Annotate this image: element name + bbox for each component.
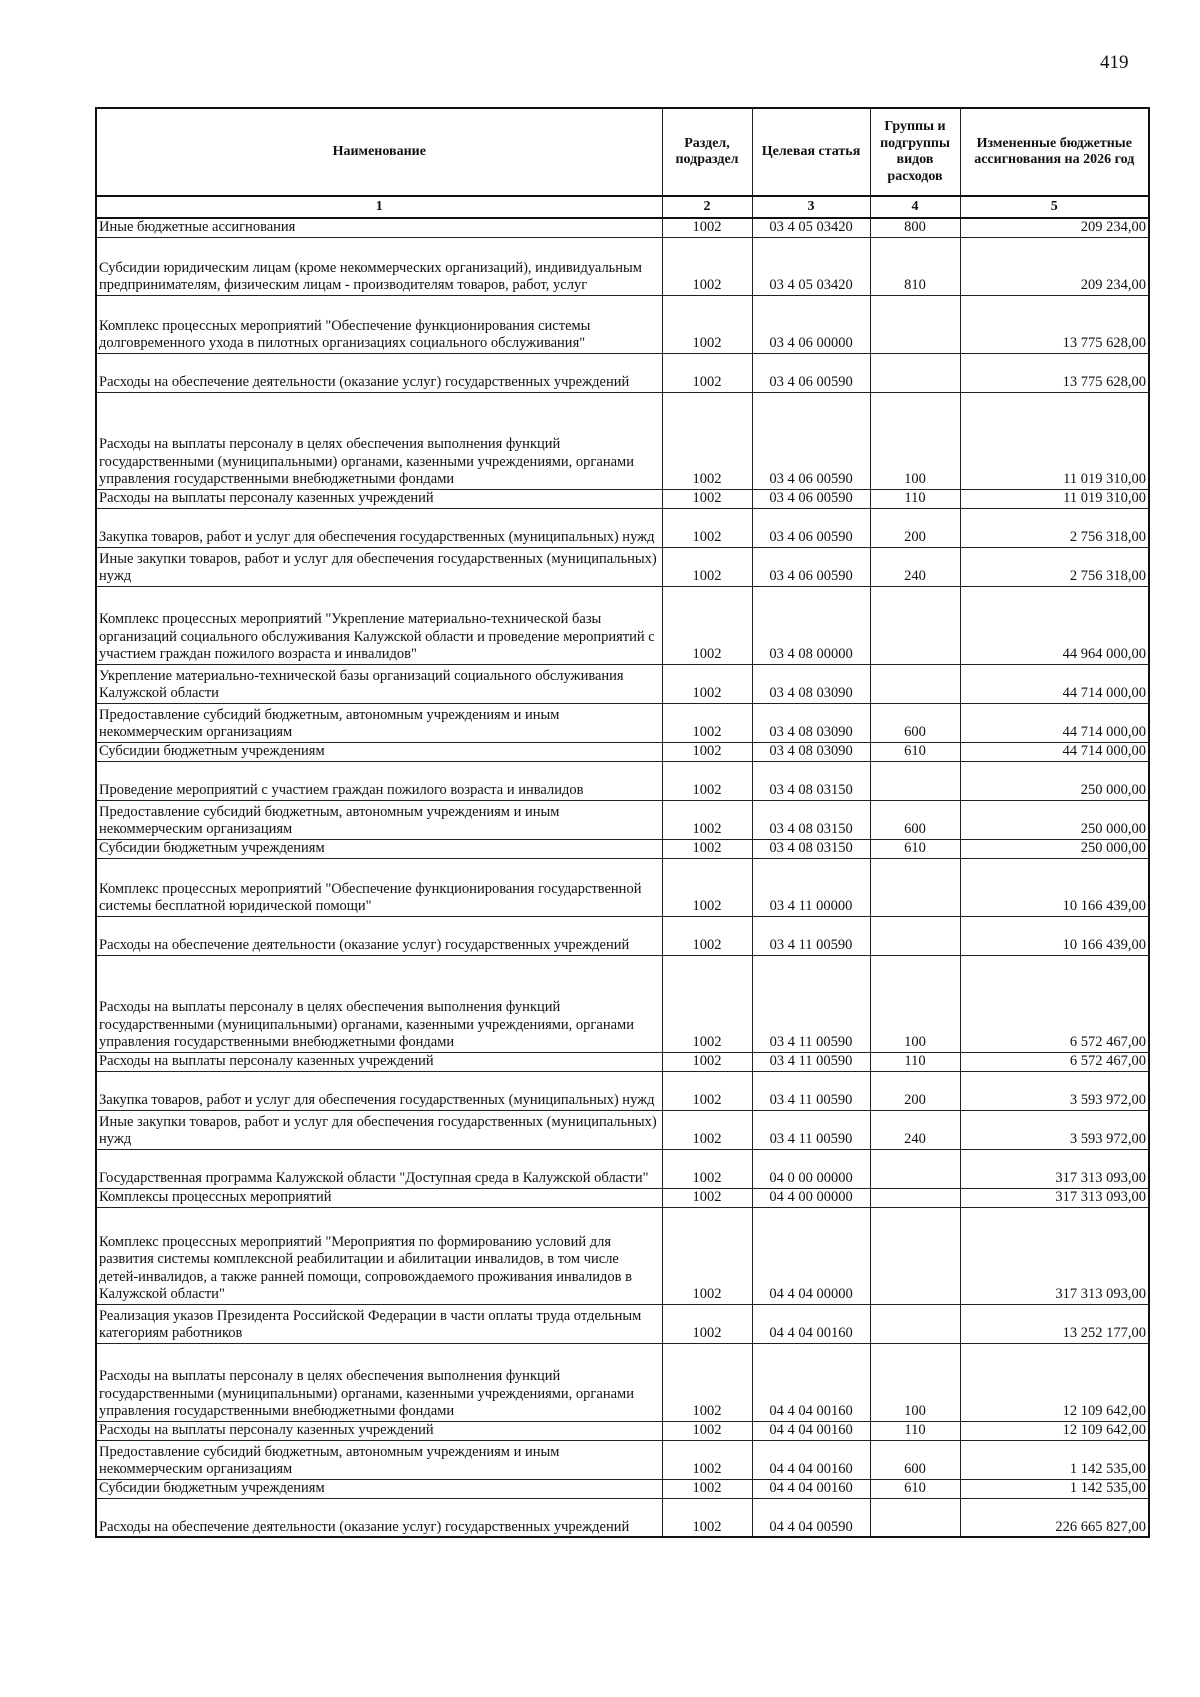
row-group: 200 xyxy=(870,508,960,547)
column-number: 5 xyxy=(960,196,1149,218)
row-amount: 1 142 535,00 xyxy=(960,1479,1149,1498)
row-name: Предоставление субсидий бюджетным, автономным учреждениям и иным некоммерческим организациям xyxy=(96,1440,662,1479)
row-group: 610 xyxy=(870,1479,960,1498)
row-name: Иные закупки товаров, работ и услуг для обеспечения государственных (муниципальных) нужд xyxy=(96,1110,662,1149)
table-row xyxy=(96,916,1149,955)
column-number: 2 xyxy=(662,196,752,218)
row-section: 1002 xyxy=(662,664,752,703)
row-name: Субсидии бюджетным учреждениям xyxy=(96,742,662,761)
table-row xyxy=(96,858,1149,916)
row-target: 03 4 06 00590 xyxy=(752,508,870,547)
row-amount: 209 234,00 xyxy=(960,218,1149,237)
row-target: 04 4 04 00160 xyxy=(752,1421,870,1440)
row-group xyxy=(870,586,960,664)
row-name: Иные бюджетные ассигнования xyxy=(96,218,662,237)
row-amount: 11 019 310,00 xyxy=(960,489,1149,508)
row-section: 1002 xyxy=(662,800,752,839)
row-target: 03 4 11 00590 xyxy=(752,1110,870,1149)
row-amount: 10 166 439,00 xyxy=(960,916,1149,955)
table-row xyxy=(96,1149,1149,1188)
row-target: 04 4 04 00160 xyxy=(752,1304,870,1343)
header-target: Целевая статья xyxy=(752,108,870,196)
row-name: Закупка товаров, работ и услуг для обеспечения государственных (муниципальных) нужд xyxy=(96,1071,662,1110)
row-group: 110 xyxy=(870,1421,960,1440)
row-name: Расходы на обеспечение деятельности (оказание услуг) государственных учреждений xyxy=(96,916,662,955)
row-name: Расходы на выплаты персоналу казенных учреждений xyxy=(96,1421,662,1440)
row-group: 110 xyxy=(870,1052,960,1071)
column-number-row xyxy=(96,196,1149,218)
table-row xyxy=(96,1110,1149,1149)
row-section: 1002 xyxy=(662,742,752,761)
row-group: 100 xyxy=(870,1343,960,1421)
row-group: 600 xyxy=(870,800,960,839)
table-row xyxy=(96,664,1149,703)
row-group: 800 xyxy=(870,218,960,237)
row-section: 1002 xyxy=(662,1421,752,1440)
row-amount: 10 166 439,00 xyxy=(960,858,1149,916)
header-name: Наименование xyxy=(96,108,662,196)
row-section: 1002 xyxy=(662,1479,752,1498)
row-section: 1002 xyxy=(662,489,752,508)
row-group xyxy=(870,1498,960,1537)
table-row xyxy=(96,839,1149,858)
row-section: 1002 xyxy=(662,1304,752,1343)
row-target: 04 4 04 00160 xyxy=(752,1440,870,1479)
row-name: Расходы на выплаты персоналу казенных учреждений xyxy=(96,489,662,508)
table-row xyxy=(96,489,1149,508)
row-amount: 317 313 093,00 xyxy=(960,1149,1149,1188)
row-section: 1002 xyxy=(662,1110,752,1149)
row-target: 03 4 11 00590 xyxy=(752,955,870,1052)
row-section: 1002 xyxy=(662,218,752,237)
row-name: Закупка товаров, работ и услуг для обеспечения государственных (муниципальных) нужд xyxy=(96,508,662,547)
row-target: 03 4 06 00590 xyxy=(752,353,870,392)
row-amount: 44 714 000,00 xyxy=(960,742,1149,761)
row-section: 1002 xyxy=(662,761,752,800)
row-section: 1002 xyxy=(662,1498,752,1537)
row-name: Реализация указов Президента Российской Федерации в части оплаты труда отдельным категориям работников xyxy=(96,1304,662,1343)
row-group xyxy=(870,761,960,800)
row-amount: 13 775 628,00 xyxy=(960,295,1149,353)
table-row xyxy=(96,1188,1149,1207)
row-amount: 2 756 318,00 xyxy=(960,508,1149,547)
row-target: 03 4 08 03150 xyxy=(752,761,870,800)
table-row xyxy=(96,761,1149,800)
row-name: Расходы на выплаты персоналу в целях обеспечения выполнения функций государственными (муниципальными) органами, казенными учреждениями, органами управления государственными внебюджетными фондами xyxy=(96,955,662,1052)
row-target: 03 4 08 03090 xyxy=(752,703,870,742)
row-section: 1002 xyxy=(662,237,752,295)
header-row xyxy=(96,108,1149,196)
row-name: Комплекс процессных мероприятий "Мероприятия по формированию условий для развития системы комплексной реабилитации и абилитации инвалидов, в том числе детей-инвалидов, а также ранней помощи, сопровождаемого проживания инвалидов в Калужской области" xyxy=(96,1207,662,1304)
row-section: 1002 xyxy=(662,1207,752,1304)
row-name: Комплекс процессных мероприятий "Обеспечение функционирования государственной системы бесплатной юридической помощи" xyxy=(96,858,662,916)
budget-table xyxy=(95,107,1150,1538)
table-row xyxy=(96,353,1149,392)
table-row xyxy=(96,547,1149,586)
row-section: 1002 xyxy=(662,547,752,586)
row-section: 1002 xyxy=(662,858,752,916)
row-target: 04 4 04 00590 xyxy=(752,1498,870,1537)
row-target: 03 4 08 03150 xyxy=(752,800,870,839)
column-number: 1 xyxy=(96,196,662,218)
header-groups: Группы и подгруппы видов расходов xyxy=(870,108,960,196)
table-row xyxy=(96,1343,1149,1421)
row-group xyxy=(870,858,960,916)
row-amount: 2 756 318,00 xyxy=(960,547,1149,586)
row-group: 240 xyxy=(870,547,960,586)
row-target: 03 4 06 00590 xyxy=(752,392,870,489)
row-amount: 317 313 093,00 xyxy=(960,1188,1149,1207)
row-name: Расходы на выплаты персоналу в целях обеспечения выполнения функций государственными (муниципальными) органами, казенными учреждениями, органами управления государственными внебюджетными фондами xyxy=(96,1343,662,1421)
row-name: Предоставление субсидий бюджетным, автономным учреждениям и иным некоммерческим организациям xyxy=(96,800,662,839)
row-target: 03 4 11 00590 xyxy=(752,1052,870,1071)
row-target: 03 4 11 00000 xyxy=(752,858,870,916)
row-section: 1002 xyxy=(662,586,752,664)
row-amount: 44 714 000,00 xyxy=(960,664,1149,703)
row-section: 1002 xyxy=(662,955,752,1052)
row-section: 1002 xyxy=(662,353,752,392)
row-amount: 317 313 093,00 xyxy=(960,1207,1149,1304)
table-row xyxy=(96,1498,1149,1537)
row-section: 1002 xyxy=(662,1440,752,1479)
row-group xyxy=(870,1207,960,1304)
row-target: 04 4 04 00000 xyxy=(752,1207,870,1304)
table-row xyxy=(96,1421,1149,1440)
page-number: 419 xyxy=(1100,52,1129,73)
row-name: Комплекс процессных мероприятий "Укрепление материально-технической базы организаций социального обслуживания Калужской области и проведение мероприятий с участием граждан пожилого возраста и инвалидов" xyxy=(96,586,662,664)
row-amount: 12 109 642,00 xyxy=(960,1343,1149,1421)
row-target: 03 4 08 00000 xyxy=(752,586,870,664)
row-target: 03 4 06 00590 xyxy=(752,489,870,508)
row-name: Субсидии бюджетным учреждениям xyxy=(96,839,662,858)
row-amount: 226 665 827,00 xyxy=(960,1498,1149,1537)
row-amount: 11 019 310,00 xyxy=(960,392,1149,489)
row-target: 04 4 04 00160 xyxy=(752,1343,870,1421)
table-row xyxy=(96,1207,1149,1304)
row-name: Расходы на выплаты персоналу казенных учреждений xyxy=(96,1052,662,1071)
row-target: 03 4 11 00590 xyxy=(752,916,870,955)
table-body xyxy=(96,218,1149,1537)
row-group xyxy=(870,916,960,955)
row-section: 1002 xyxy=(662,1343,752,1421)
table-row xyxy=(96,955,1149,1052)
row-name: Укрепление материально-технической базы организаций социального обслуживания Калужской области xyxy=(96,664,662,703)
row-name: Иные закупки товаров, работ и услуг для обеспечения государственных (муниципальных) нужд xyxy=(96,547,662,586)
row-amount: 250 000,00 xyxy=(960,761,1149,800)
row-section: 1002 xyxy=(662,916,752,955)
row-name: Комплекс процессных мероприятий "Обеспечение функционирования системы долговременного ухода в пилотных организациях социального обслуживания" xyxy=(96,295,662,353)
row-section: 1002 xyxy=(662,703,752,742)
row-section: 1002 xyxy=(662,508,752,547)
row-target: 03 4 08 03090 xyxy=(752,742,870,761)
row-group: 240 xyxy=(870,1110,960,1149)
row-section: 1002 xyxy=(662,1188,752,1207)
row-target: 04 0 00 00000 xyxy=(752,1149,870,1188)
row-name: Государственная программа Калужской области "Доступная среда в Калужской области" xyxy=(96,1149,662,1188)
table-row xyxy=(96,295,1149,353)
table-row xyxy=(96,703,1149,742)
row-target: 03 4 11 00590 xyxy=(752,1071,870,1110)
row-amount: 6 572 467,00 xyxy=(960,955,1149,1052)
row-group xyxy=(870,1188,960,1207)
row-target: 03 4 08 03090 xyxy=(752,664,870,703)
header-amount: Измененные бюджетные ассигнования на 2026 год xyxy=(960,108,1149,196)
row-amount: 13 775 628,00 xyxy=(960,353,1149,392)
table-row xyxy=(96,1071,1149,1110)
row-amount: 44 714 000,00 xyxy=(960,703,1149,742)
row-section: 1002 xyxy=(662,1071,752,1110)
row-amount: 13 252 177,00 xyxy=(960,1304,1149,1343)
row-target: 04 4 00 00000 xyxy=(752,1188,870,1207)
table-row xyxy=(96,1479,1149,1498)
row-amount: 12 109 642,00 xyxy=(960,1421,1149,1440)
row-amount: 6 572 467,00 xyxy=(960,1052,1149,1071)
column-number: 4 xyxy=(870,196,960,218)
table-row xyxy=(96,1304,1149,1343)
row-group xyxy=(870,1149,960,1188)
row-group: 610 xyxy=(870,839,960,858)
row-target: 04 4 04 00160 xyxy=(752,1479,870,1498)
row-name: Комплексы процессных мероприятий xyxy=(96,1188,662,1207)
row-amount: 3 593 972,00 xyxy=(960,1071,1149,1110)
row-amount: 250 000,00 xyxy=(960,800,1149,839)
table-row xyxy=(96,237,1149,295)
row-group: 610 xyxy=(870,742,960,761)
row-name: Расходы на обеспечение деятельности (оказание услуг) государственных учреждений xyxy=(96,353,662,392)
table-row xyxy=(96,508,1149,547)
row-group: 810 xyxy=(870,237,960,295)
column-number: 3 xyxy=(752,196,870,218)
row-section: 1002 xyxy=(662,839,752,858)
row-group xyxy=(870,353,960,392)
row-target: 03 4 06 00590 xyxy=(752,547,870,586)
row-section: 1002 xyxy=(662,1052,752,1071)
row-amount: 250 000,00 xyxy=(960,839,1149,858)
row-amount: 44 964 000,00 xyxy=(960,586,1149,664)
table-row xyxy=(96,392,1149,489)
row-target: 03 4 08 03150 xyxy=(752,839,870,858)
table-row xyxy=(96,218,1149,237)
row-group: 110 xyxy=(870,489,960,508)
table-row xyxy=(96,1052,1149,1071)
row-group: 600 xyxy=(870,1440,960,1479)
row-group: 600 xyxy=(870,703,960,742)
row-target: 03 4 05 03420 xyxy=(752,237,870,295)
row-name: Предоставление субсидий бюджетным, автономным учреждениям и иным некоммерческим организациям xyxy=(96,703,662,742)
row-name: Субсидии бюджетным учреждениям xyxy=(96,1479,662,1498)
row-section: 1002 xyxy=(662,1149,752,1188)
row-amount: 209 234,00 xyxy=(960,237,1149,295)
row-name: Расходы на выплаты персоналу в целях обеспечения выполнения функций государственными (муниципальными) органами, казенными учреждениями, органами управления государственными внебюджетными фондами xyxy=(96,392,662,489)
header-section: Раздел, подраздел xyxy=(662,108,752,196)
row-target: 03 4 06 00000 xyxy=(752,295,870,353)
row-amount: 1 142 535,00 xyxy=(960,1440,1149,1479)
row-section: 1002 xyxy=(662,295,752,353)
table-row xyxy=(96,742,1149,761)
row-target: 03 4 05 03420 xyxy=(752,218,870,237)
row-section: 1002 xyxy=(662,392,752,489)
row-group xyxy=(870,295,960,353)
row-group: 100 xyxy=(870,955,960,1052)
row-group: 100 xyxy=(870,392,960,489)
row-name: Субсидии юридическим лицам (кроме некоммерческих организаций), индивидуальным предпринимателям, физическим лицам - производителям товаров, работ, услуг xyxy=(96,237,662,295)
table-row xyxy=(96,586,1149,664)
row-group xyxy=(870,1304,960,1343)
table-row xyxy=(96,1440,1149,1479)
table-row xyxy=(96,800,1149,839)
row-name: Расходы на обеспечение деятельности (оказание услуг) государственных учреждений xyxy=(96,1498,662,1537)
row-group xyxy=(870,664,960,703)
row-amount: 3 593 972,00 xyxy=(960,1110,1149,1149)
row-group: 200 xyxy=(870,1071,960,1110)
row-name: Проведение мероприятий с участием граждан пожилого возраста и инвалидов xyxy=(96,761,662,800)
